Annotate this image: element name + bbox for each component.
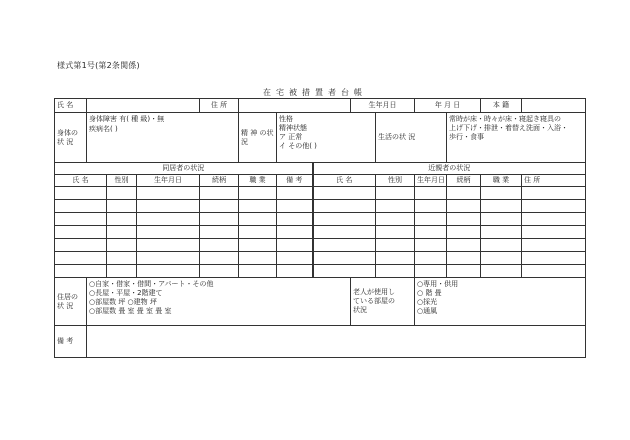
- elder-room-line-1: ○専用・供用: [417, 280, 459, 288]
- mental-label: 精 神 の状 況: [239, 113, 277, 163]
- domicile-field[interactable]: [522, 99, 586, 113]
- mental-line-1: 性格: [279, 115, 293, 123]
- rel-col-relation: 続柄: [447, 175, 481, 187]
- table-row[interactable]: [55, 213, 586, 226]
- form-number: 様式第1号(第2条関係): [57, 61, 140, 70]
- cohab-col-remarks: 備 考: [277, 175, 313, 187]
- living-field[interactable]: [447, 113, 586, 163]
- cohab-col-sex: 性別: [107, 175, 137, 187]
- physical-line-2: 疾病名( ): [89, 125, 118, 133]
- housing-line-1: ○自家・借家・借間・アパート・その他: [89, 280, 214, 288]
- living-line-2: 上げ下げ・排泄・着替え洗面・入浴・: [449, 124, 569, 132]
- mental-line-2: 精神状態: [279, 124, 307, 132]
- table-row[interactable]: [55, 187, 586, 200]
- table-row[interactable]: [55, 200, 586, 213]
- mental-line-4: イ その他( ): [279, 142, 317, 150]
- rel-col-name: 氏 名: [313, 175, 376, 187]
- name-field[interactable]: [87, 99, 200, 113]
- housing-line-4: ○部屋数 畳 室 畳 室 畳 室: [89, 307, 172, 315]
- name-label: 氏 名: [55, 99, 87, 113]
- basic-info-row: [55, 99, 586, 113]
- elder-room-label-1: 老人が使用し: [353, 288, 396, 296]
- cohabitants-section-title: 同居者の状況: [55, 163, 313, 175]
- living-line-1: 常時が床・時々が床・寝起き寝具の: [449, 115, 562, 123]
- section-header-row: [55, 163, 586, 175]
- cohab-col-birthdate: 生年月日: [137, 175, 200, 187]
- physical-field[interactable]: [87, 113, 239, 163]
- remarks-field[interactable]: [87, 326, 586, 358]
- mental-field[interactable]: [277, 113, 376, 163]
- elder-room-line-4: ○通風: [417, 307, 438, 315]
- table-row[interactable]: [55, 265, 586, 278]
- elder-room-label-2: ている部屋の: [353, 297, 396, 305]
- relatives-section-title: 近親者の状況: [313, 163, 586, 175]
- elder-room-field[interactable]: [415, 278, 586, 326]
- elder-room-line-3: ○採光: [417, 298, 438, 306]
- cohab-col-name: 氏 名: [55, 175, 107, 187]
- rel-col-address: 住 所: [522, 175, 542, 187]
- elder-room-line-2: ○ 階 畳: [417, 289, 442, 297]
- cohab-col-relation: 続柄: [200, 175, 239, 187]
- column-header-row: [55, 175, 586, 187]
- elder-room-label-3: 状況: [353, 306, 368, 314]
- physical-label: 身体の状 況: [55, 113, 87, 163]
- mental-line-3: ア 正常: [279, 133, 303, 141]
- housing-field[interactable]: [87, 278, 351, 326]
- living-line-3: 歩行・食事: [449, 133, 485, 141]
- elder-room-label: [351, 278, 415, 326]
- address-field[interactable]: [239, 99, 351, 113]
- remarks-row: [55, 326, 586, 358]
- ledger-table: [54, 98, 586, 358]
- remarks-label: 備 考: [55, 326, 87, 358]
- form-title: 在宅被措置者台帳: [263, 88, 367, 97]
- housing-label: 住居の状 況: [55, 278, 87, 326]
- birthdate-label: 生年月日: [351, 99, 415, 113]
- table-row[interactable]: [55, 252, 586, 265]
- cohab-col-occupation: 職 業: [239, 175, 277, 187]
- housing-line-3: ○部屋数 坪 ○建物 坪: [89, 298, 157, 306]
- birthdate-field[interactable]: 年 月 日: [415, 99, 481, 113]
- living-label: 生活の状 況: [376, 113, 447, 163]
- address-label: 住 所: [200, 99, 239, 113]
- table-row[interactable]: [55, 226, 586, 239]
- rel-col-birthdate: 生年月日: [415, 175, 447, 187]
- housing-line-2: ○長屋・平屋・2階建て: [89, 289, 163, 297]
- physical-line-1: 身体障害 有( 種 級)・無: [89, 115, 165, 123]
- condition-row: [55, 113, 586, 163]
- housing-row: [55, 278, 586, 326]
- domicile-label: 本 籍: [481, 99, 522, 113]
- rel-col-occupation: 職 業: [481, 175, 522, 187]
- rel-col-sex: 性別: [376, 175, 415, 187]
- table-row[interactable]: [55, 239, 586, 252]
